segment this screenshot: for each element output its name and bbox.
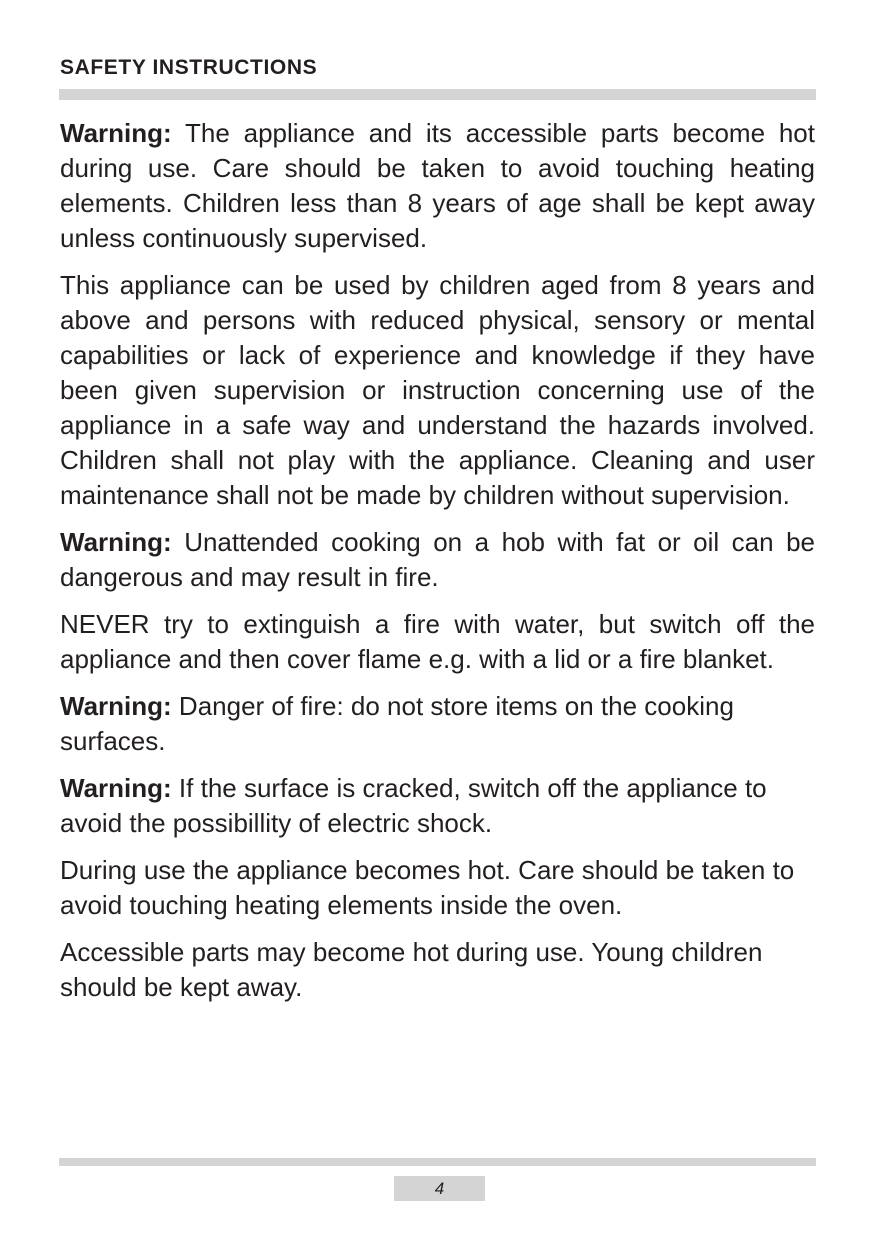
warning-cracked-surface-paragraph [60,771,815,841]
fire-extinguish-paragraph [60,607,815,677]
children-usage-paragraph [60,268,815,513]
section-title: SAFETY INSTRUCTIONS [60,56,318,79]
oven-hot-paragraph [60,853,815,923]
paragraph-text: This appliance can be used by children aged from 8 years and above and persons with reduced physical, sensory or mental capabilities or lack of experience and knowledge if they have been given supervision or instruction concerning use of the appliance in a safe way and understand the hazards involved. Children shall not play with the appliance. Cleaning and user maintenance shall not be made by children without supervision. [60,270,815,510]
paragraph-text: Unattended cooking on a hob with fat or oil can be dangerous and may result in fire. [60,527,815,592]
warning-label: Warning: [60,527,172,557]
paragraph-text: During use the appliance becomes hot. Care should be taken to avoid touching heating elements inside the oven. [60,855,795,920]
footer-divider [59,1158,816,1166]
warning-hot-parts-paragraph [60,116,815,256]
warning-label: Warning: [60,773,172,803]
warning-label: Warning: [60,118,172,148]
paragraph-text: Accessible parts may become hot during use. Young children should be kept away. [60,937,763,1002]
header-divider [59,89,816,100]
safety-instructions-body [60,116,815,1017]
paragraph-text: Danger of fire: do not store items on the cooking surfaces. [60,691,734,756]
warning-label: Warning: [60,691,172,721]
warning-unattended-cooking-paragraph [60,525,815,595]
warning-fire-danger-paragraph [60,689,815,759]
accessible-parts-paragraph [60,935,815,1005]
page-number: 4 [394,1176,485,1201]
paragraph-text: If the surface is cracked, switch off the appliance to avoid the possibillity of electric shock. [60,773,767,838]
paragraph-text: The appliance and its accessible parts become hot during use. Care should be taken to avoid touching heating elements. Children less than 8 years of age shall be kept away unless continuously supervised. [60,118,815,253]
paragraph-text: NEVER try to extinguish a fire with water, but switch off the appliance and then cover flame e.g. with a lid or a fire blanket. [60,609,815,674]
